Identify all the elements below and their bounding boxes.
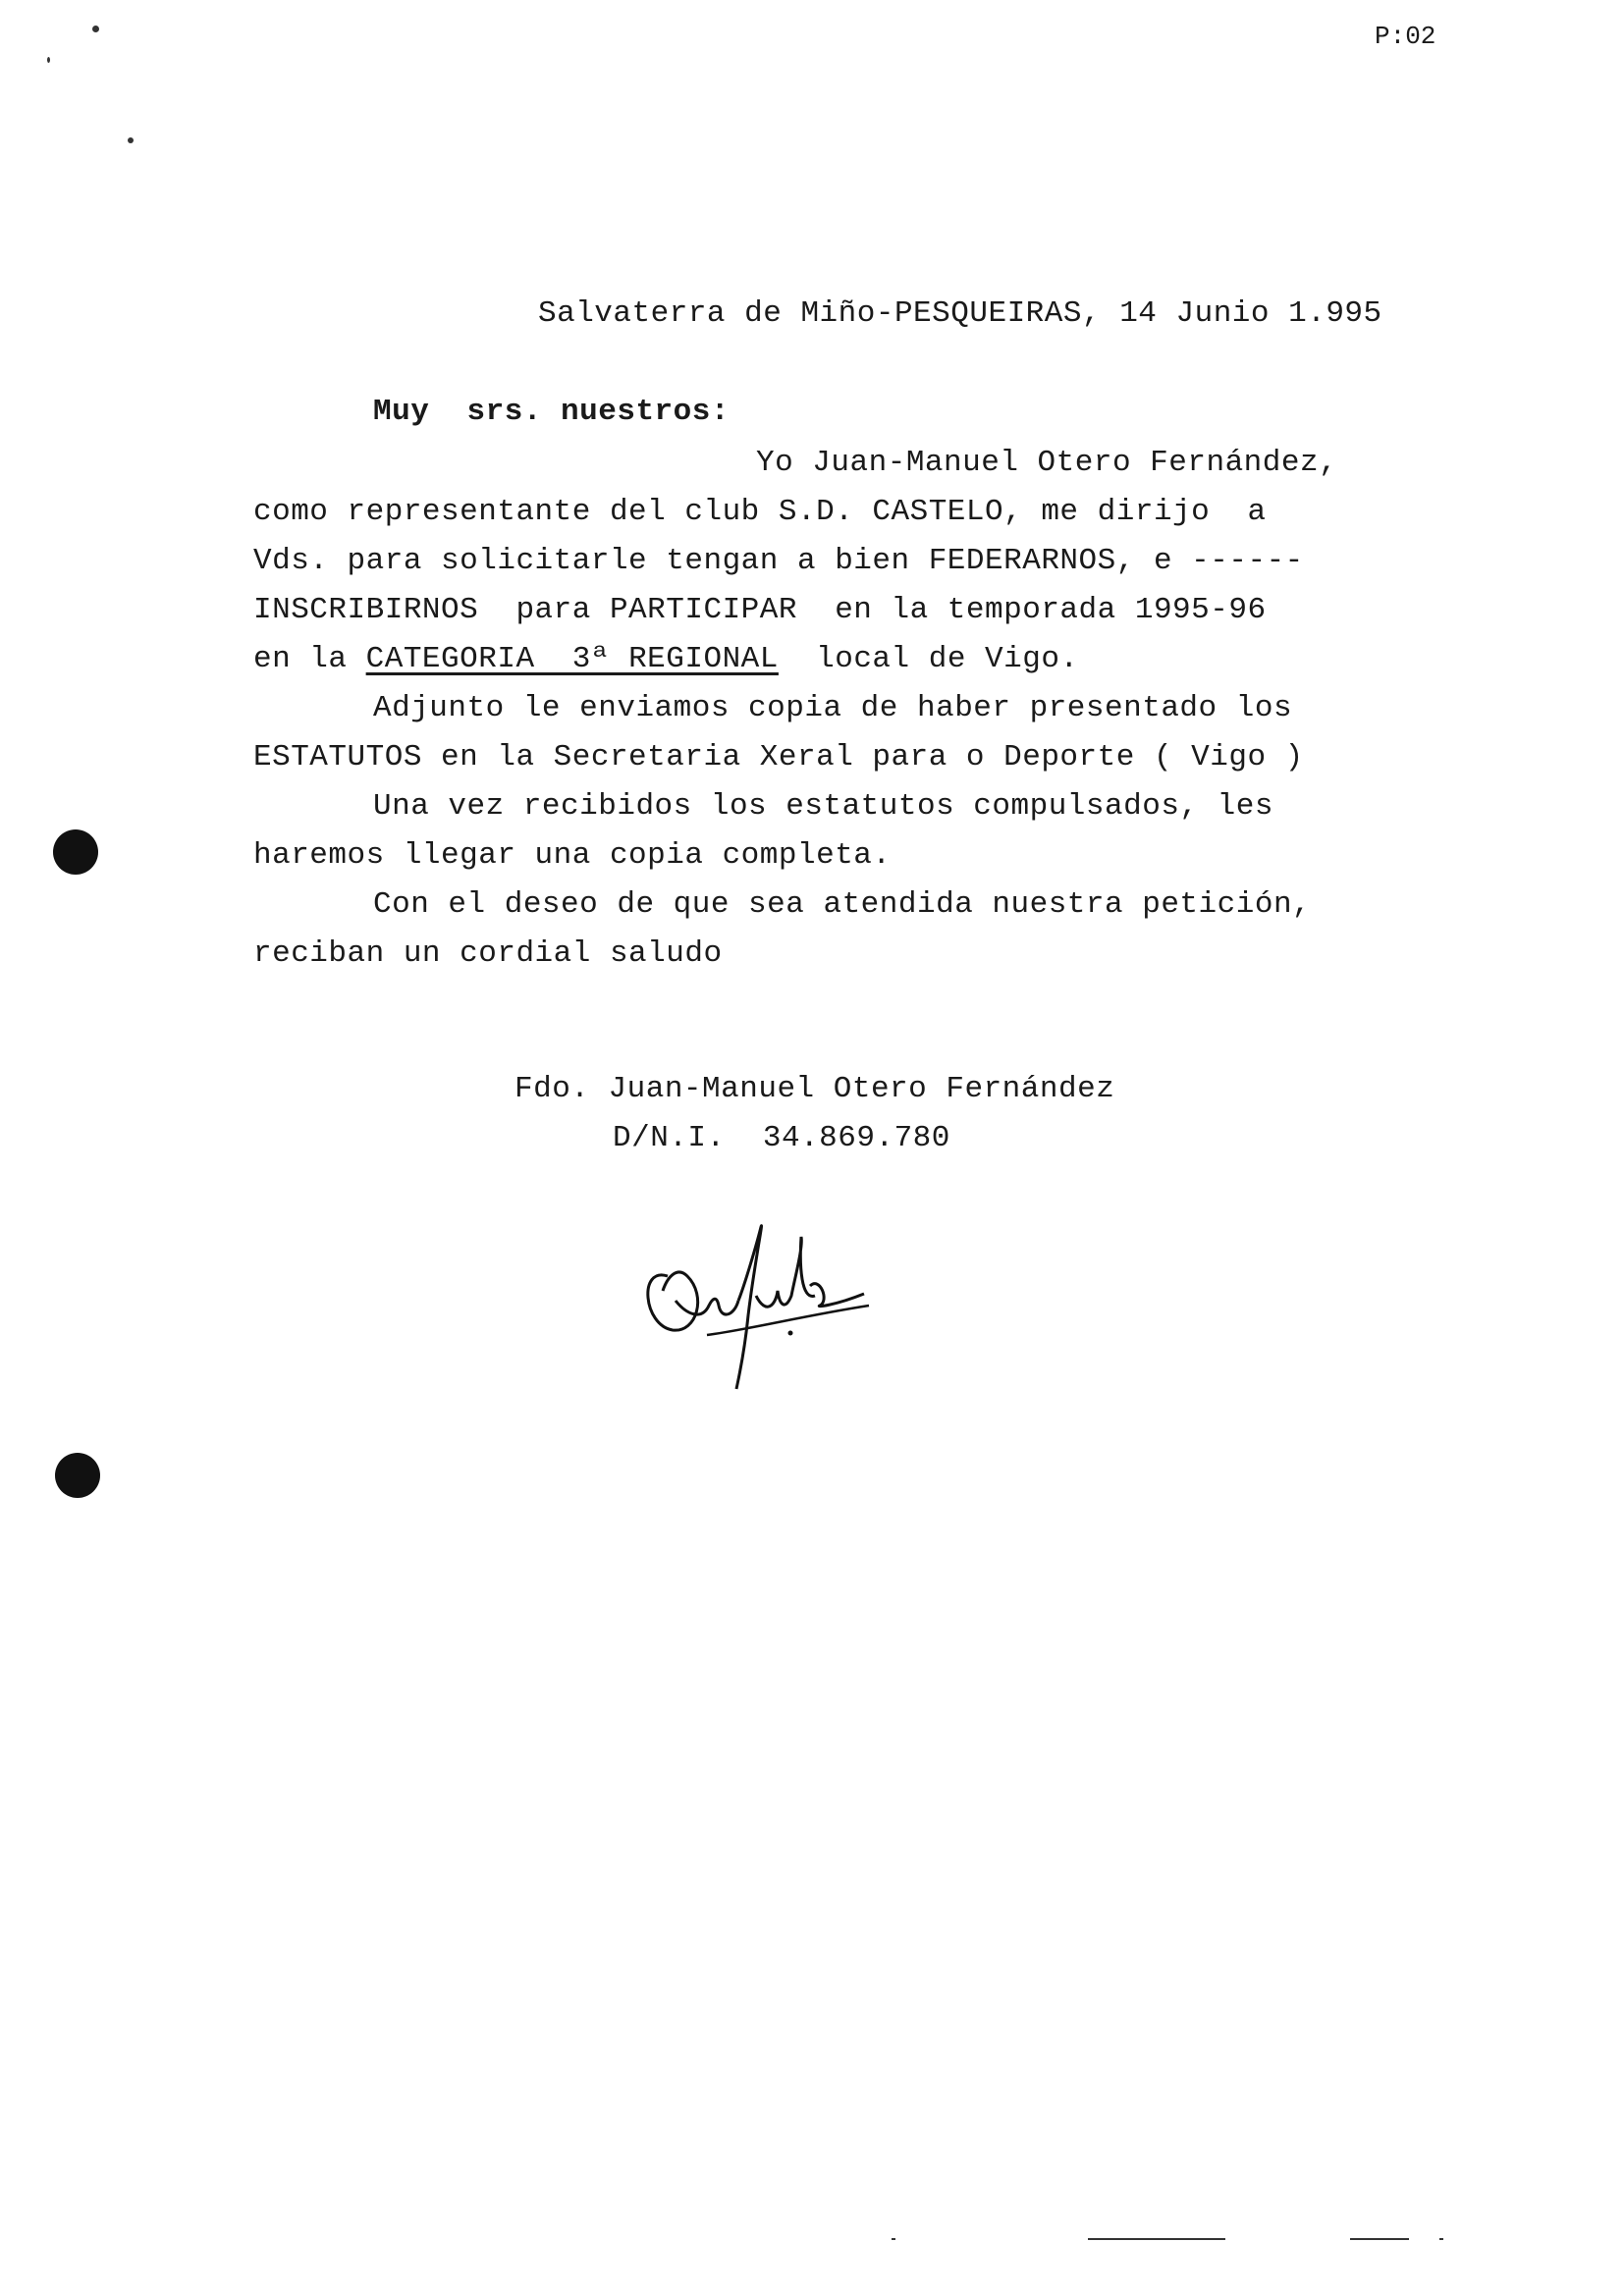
dni-line (613, 1119, 950, 1158)
body-line-3: Vds. para solicitarle tengan a bien FEDERARNOS, e ------ (253, 544, 1304, 578)
speck (128, 137, 134, 143)
handwritten-signature (628, 1207, 884, 1394)
body-line-5 (253, 640, 1079, 679)
dni-label: D/N.I. (613, 1121, 726, 1155)
speck (47, 57, 50, 63)
body-line-5-prefix: en la (253, 642, 366, 676)
page-number: P:02 (1375, 22, 1436, 51)
punch-hole-bottom (55, 1453, 100, 1498)
edge-mark (1439, 2238, 1443, 2240)
speck (92, 26, 99, 32)
body-line-2: como representante del club S.D. CASTELO, me dirijo a (253, 495, 1267, 529)
place-date-line: Salvaterra de Miño-PESQUEIRAS, 14 Junio 1.995 (538, 296, 1382, 331)
edge-mark (1350, 2238, 1409, 2240)
body-line-8: Una vez recibidos los estatutos compulsados, les (373, 789, 1273, 824)
body-line-5-suffix: local de Vigo. (778, 642, 1079, 676)
dni-value: 34.869.780 (762, 1121, 950, 1155)
punch-hole-top (53, 829, 98, 875)
body-line-10: Con el deseo de que sea atendida nuestra petición, (373, 887, 1312, 922)
body-line-7: ESTATUTOS en la Secretaria Xeral para o Deporte ( Vigo ) (253, 740, 1304, 774)
body-line-1: Yo Juan-Manuel Otero Fernández, (756, 446, 1338, 480)
body-line-6: Adjunto le enviamos copia de haber presentado los (373, 691, 1293, 725)
category-underlined: CATEGORIA 3ª REGIONAL (365, 642, 779, 676)
signed-by-line: Fdo. Juan-Manuel Otero Fernández (514, 1072, 1115, 1106)
body-line-4: INSCRIBIRNOS para PARTICIPAR en la temporada 1995-96 (253, 593, 1267, 627)
edge-mark (892, 2238, 895, 2240)
edge-mark (1088, 2238, 1225, 2240)
body-line-9: haremos llegar una copia completa. (253, 838, 892, 873)
salutation: Muy srs. nuestros: (373, 395, 730, 429)
body-line-11: reciban un cordial saludo (253, 936, 723, 971)
